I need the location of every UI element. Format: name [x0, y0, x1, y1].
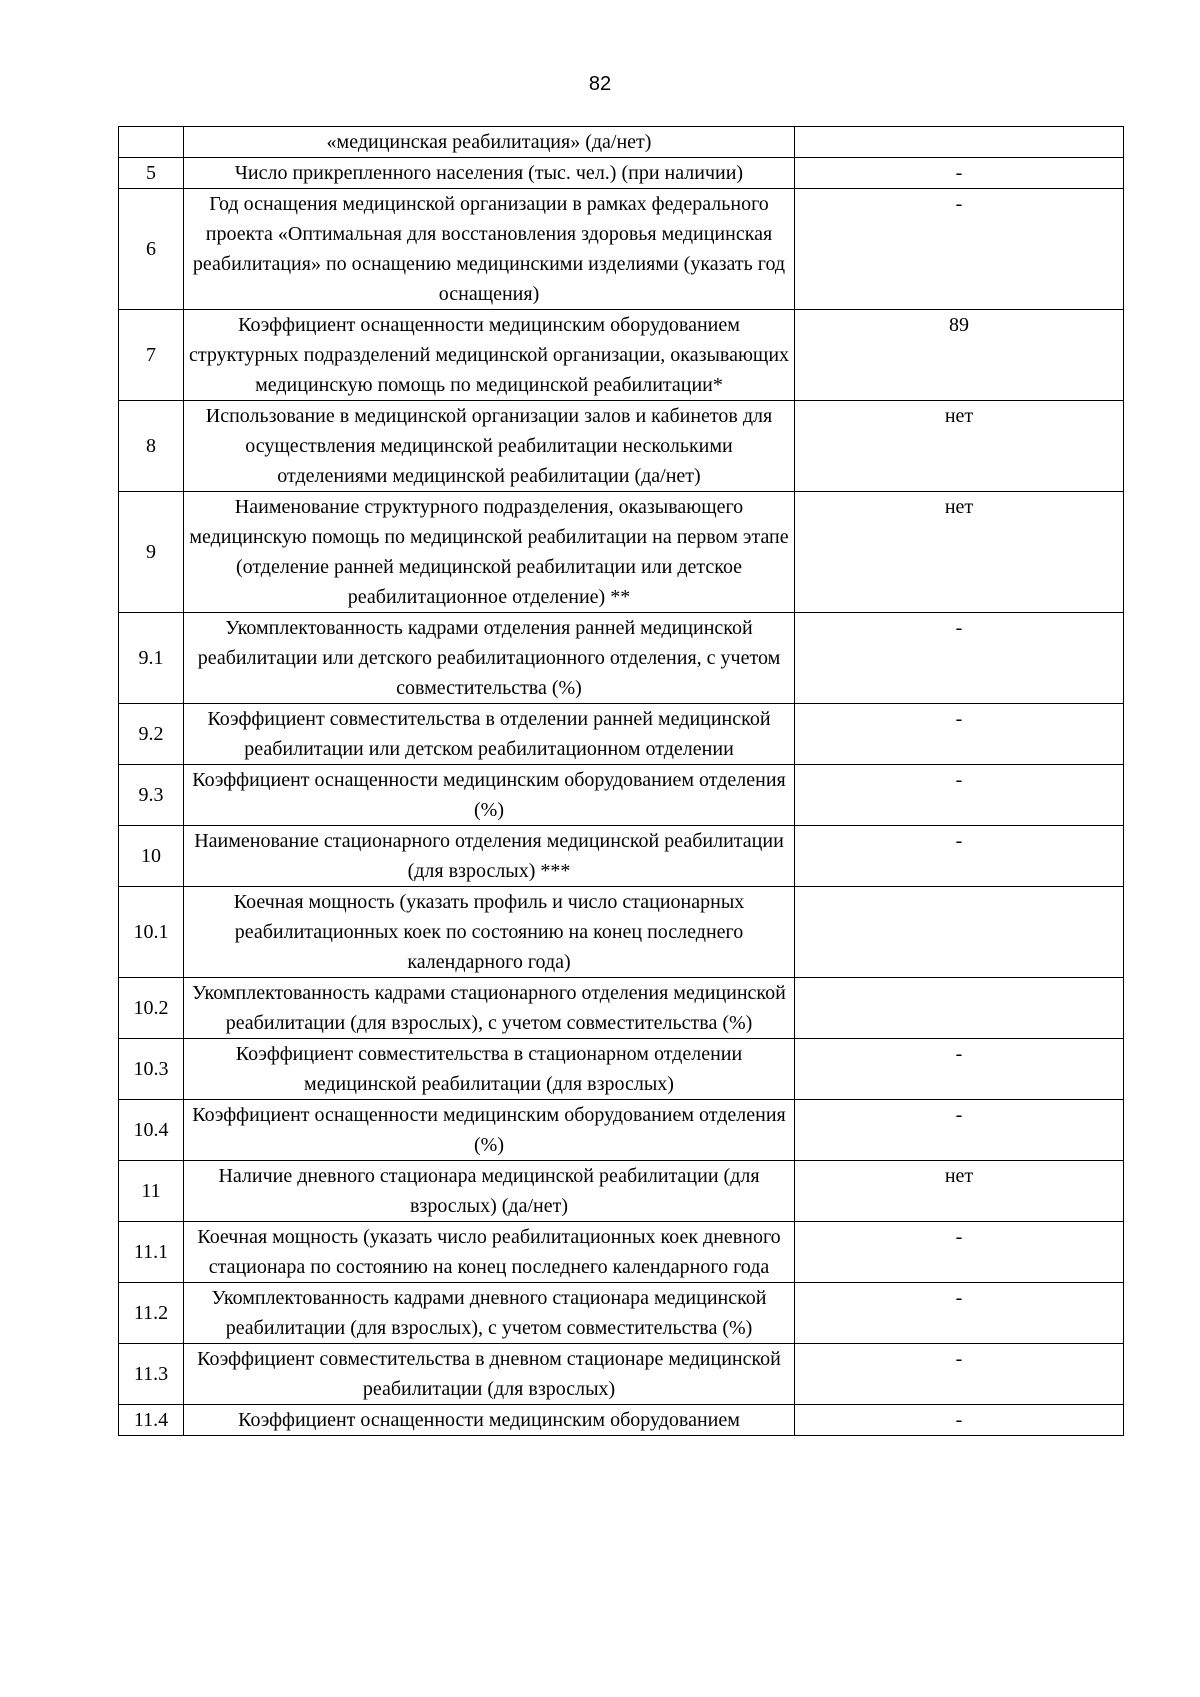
table-row	[119, 1222, 1124, 1283]
row-value-cell: -	[795, 1405, 1124, 1436]
row-description-cell: Коэффициент оснащенности медицинским оборудованием отделения (%)	[184, 765, 795, 826]
table-row	[119, 978, 1124, 1039]
row-number-cell: 9.1	[119, 613, 184, 704]
table-row	[119, 826, 1124, 887]
indicators-table	[118, 126, 1124, 1436]
row-number-cell: 11.1	[119, 1222, 184, 1283]
table-row	[119, 1405, 1124, 1436]
row-value-cell: нет	[795, 1161, 1124, 1222]
row-number-cell: 6	[119, 189, 184, 310]
table-row	[119, 310, 1124, 401]
row-description-cell: Число прикрепленного населения (тыс. чел.) (при наличии)	[184, 158, 795, 189]
row-description-cell: Наименование стационарного отделения медицинской реабилитации (для взрослых) ***	[184, 826, 795, 887]
row-number-cell: 9.2	[119, 704, 184, 765]
row-number-cell: 11.2	[119, 1283, 184, 1344]
row-value-cell: -	[795, 826, 1124, 887]
row-description-cell: Укомплектованность кадрами стационарного отделения медицинской реабилитации (для взрослых), с учетом совместительства (%)	[184, 978, 795, 1039]
table-row	[119, 1100, 1124, 1161]
row-value-cell: -	[795, 158, 1124, 189]
row-value-cell	[795, 887, 1124, 978]
row-description-cell: Коэффициент оснащенности медицинским оборудованием отделения (%)	[184, 1100, 795, 1161]
row-description-cell: Год оснащения медицинской организации в рамках федерального проекта «Оптимальная для восстановления здоровья медицинская реабилитация» по оснащению медицинскими изделиями (указать год оснащения)	[184, 189, 795, 310]
row-description-cell: Коэффициент совместительства в отделении ранней медицинской реабилитации или детском реабилитационном отделении	[184, 704, 795, 765]
row-value-cell: -	[795, 1283, 1124, 1344]
table-row	[119, 887, 1124, 978]
row-number-cell: 9	[119, 492, 184, 613]
row-value-cell: -	[795, 1100, 1124, 1161]
row-value-cell: -	[795, 189, 1124, 310]
table-row	[119, 492, 1124, 613]
row-value-cell: -	[795, 1039, 1124, 1100]
row-number-cell: 8	[119, 401, 184, 492]
table-row	[119, 127, 1124, 158]
row-description-cell: Коечная мощность (указать число реабилитационных коек дневного стационара по состоянию на конец последнего календарного года	[184, 1222, 795, 1283]
row-value-cell: 89	[795, 310, 1124, 401]
row-description-cell: Коэффициент оснащенности медицинским оборудованием структурных подразделений медицинской организации, оказывающих медицинскую помощь по медицинской реабилитации*	[184, 310, 795, 401]
row-number-cell	[119, 127, 184, 158]
row-description-cell: Коэффициент совместительства в стационарном отделении медицинской реабилитации (для взрослых)	[184, 1039, 795, 1100]
table-row	[119, 704, 1124, 765]
row-description-cell: Коэффициент совместительства в дневном стационаре медицинской реабилитации (для взрослых)	[184, 1344, 795, 1405]
row-value-cell: нет	[795, 492, 1124, 613]
row-description-cell: Укомплектованность кадрами отделения ранней медицинской реабилитации или детского реабилитационного отделения, с учетом совместительства (%)	[184, 613, 795, 704]
row-number-cell: 10.4	[119, 1100, 184, 1161]
table-row	[119, 1344, 1124, 1405]
row-number-cell: 10.2	[119, 978, 184, 1039]
row-number-cell: 9.3	[119, 765, 184, 826]
row-value-cell: -	[795, 1344, 1124, 1405]
row-description-cell: Коечная мощность (указать профиль и число стационарных реабилитационных коек по состоянию на конец последнего календарного года)	[184, 887, 795, 978]
row-value-cell: -	[795, 613, 1124, 704]
row-description-cell: Использование в медицинской организации залов и кабинетов для осуществления медицинской реабилитации несколькими отделениями медицинской реабилитации (да/нет)	[184, 401, 795, 492]
table-row	[119, 158, 1124, 189]
row-number-cell: 11.4	[119, 1405, 184, 1436]
table-row	[119, 189, 1124, 310]
row-description-cell: Наименование структурного подразделения, оказывающего медицинскую помощь по медицинской реабилитации на первом этапе (отделение ранней медицинской реабилитации или детское реабилитационное отделение) **	[184, 492, 795, 613]
row-value-cell: нет	[795, 401, 1124, 492]
table-row	[119, 1161, 1124, 1222]
row-description-cell: Наличие дневного стационара медицинской реабилитации (для взрослых) (да/нет)	[184, 1161, 795, 1222]
table-row	[119, 765, 1124, 826]
row-number-cell: 10.1	[119, 887, 184, 978]
table-row	[119, 401, 1124, 492]
row-value-cell	[795, 127, 1124, 158]
row-number-cell: 10.3	[119, 1039, 184, 1100]
row-number-cell: 5	[119, 158, 184, 189]
table-row	[119, 1039, 1124, 1100]
table-row	[119, 613, 1124, 704]
page-number: 82	[588, 73, 612, 95]
row-number-cell: 11.3	[119, 1344, 184, 1405]
row-value-cell: -	[795, 704, 1124, 765]
row-description-cell: Коэффициент оснащенности медицинским оборудованием	[184, 1405, 795, 1436]
row-value-cell: -	[795, 765, 1124, 826]
row-number-cell: 10	[119, 826, 184, 887]
row-number-cell: 7	[119, 310, 184, 401]
row-description-cell: Укомплектованность кадрами дневного стационара медицинской реабилитации (для взрослых), с учетом совместительства (%)	[184, 1283, 795, 1344]
row-number-cell: 11	[119, 1161, 184, 1222]
row-value-cell: -	[795, 1222, 1124, 1283]
row-value-cell	[795, 978, 1124, 1039]
row-description-cell: «медицинская реабилитация» (да/нет)	[184, 127, 795, 158]
table-row	[119, 1283, 1124, 1344]
